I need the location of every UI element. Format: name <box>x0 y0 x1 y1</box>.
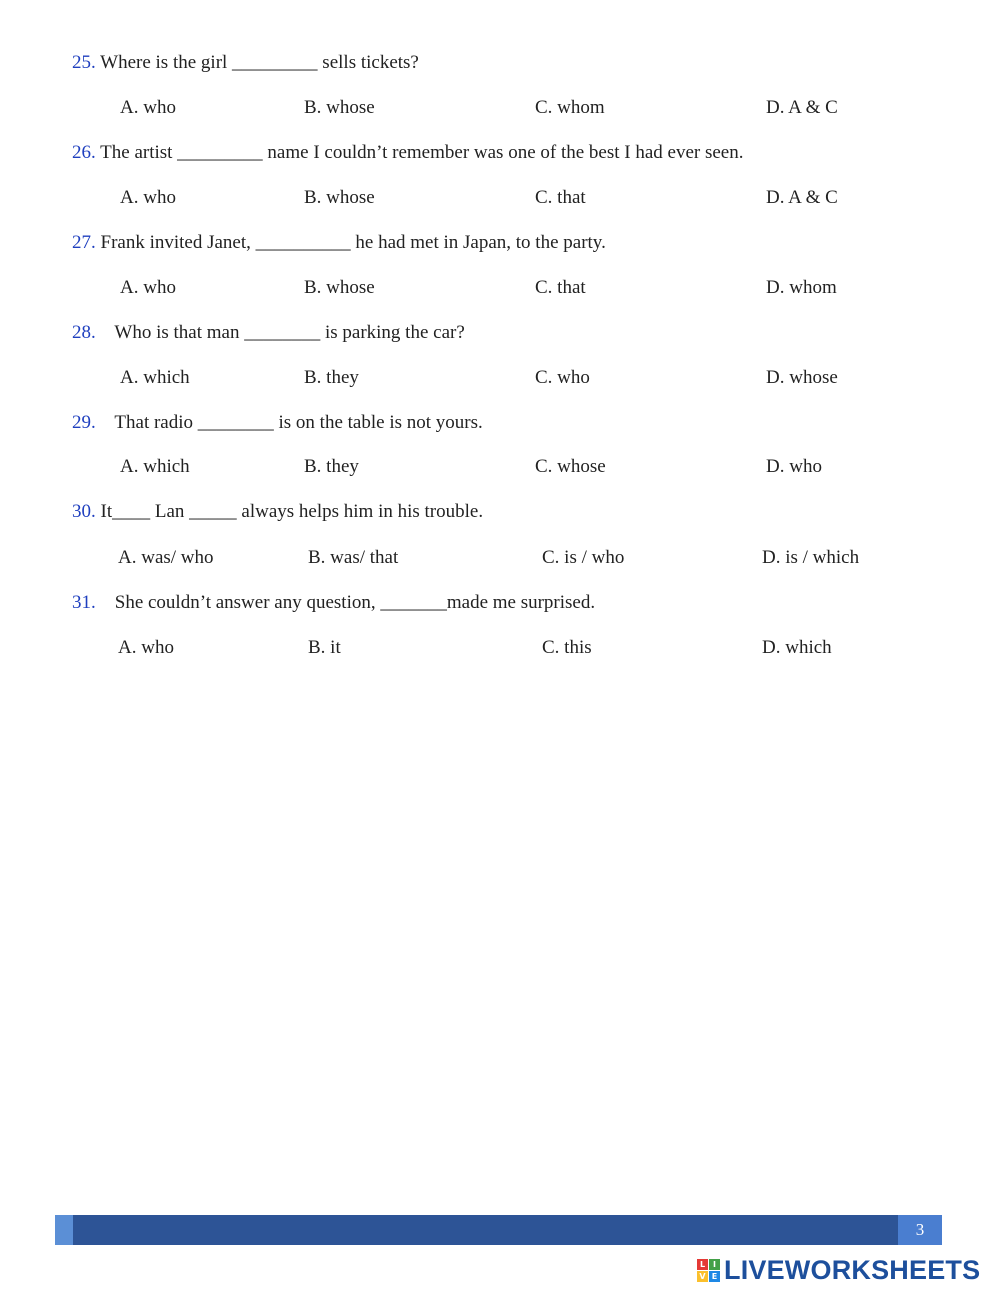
option-a[interactable]: A. which <box>120 456 190 477</box>
question-30 <box>72 500 483 524</box>
footer-accent <box>55 1215 73 1245</box>
option-d[interactable]: D. whose <box>766 367 838 388</box>
footer-bar <box>55 1215 942 1245</box>
option-b[interactable]: B. they <box>304 456 359 477</box>
page-number: 3 <box>898 1215 942 1245</box>
options-row-31 <box>0 636 1000 660</box>
option-c[interactable]: C. whom <box>535 97 605 118</box>
option-b[interactable]: B. they <box>304 367 359 388</box>
logo-letter: V <box>697 1271 708 1282</box>
option-c[interactable]: C. whose <box>535 456 606 477</box>
option-a[interactable]: A. who <box>120 97 176 118</box>
question-text: Who is that man ________ is parking the car? <box>95 322 465 343</box>
options-row-27 <box>0 276 1000 300</box>
liveworksheets-brand[interactable] <box>697 1255 980 1285</box>
option-a[interactable]: A. was/ who <box>118 547 214 568</box>
question-number: 26. <box>72 142 96 163</box>
question-number: 31. <box>72 592 96 613</box>
option-b[interactable]: B. whose <box>304 277 375 298</box>
question-text: That radio ________ is on the table is not yours. <box>95 412 483 433</box>
option-d[interactable]: D. who <box>766 456 822 477</box>
question-31 <box>72 591 595 615</box>
option-c[interactable]: C. that <box>535 277 586 298</box>
option-a[interactable]: A. who <box>120 277 176 298</box>
question-text: It____ Lan _____ always helps him in his trouble. <box>95 501 484 522</box>
options-row-26 <box>0 186 1000 210</box>
question-26 <box>72 141 744 165</box>
question-number: 29. <box>72 412 96 433</box>
options-row-30 <box>0 546 1000 570</box>
options-row-28 <box>0 366 1000 390</box>
question-number: 27. <box>72 232 96 253</box>
question-text: The artist _________ name I couldn’t remember was one of the best I had ever seen. <box>95 142 744 163</box>
question-27 <box>72 231 606 255</box>
option-d[interactable]: D. A & C <box>766 187 838 208</box>
logo-letter: I <box>709 1259 720 1270</box>
question-text: Frank invited Janet, __________ he had met in Japan, to the party. <box>95 232 606 253</box>
option-c[interactable]: C. is / who <box>542 547 625 568</box>
option-d[interactable]: D. A & C <box>766 97 838 118</box>
option-d[interactable]: D. whom <box>766 277 837 298</box>
question-28 <box>72 321 465 345</box>
liveworksheets-logo-icon <box>697 1259 720 1282</box>
option-a[interactable]: A. who <box>120 187 176 208</box>
question-number: 25. <box>72 52 96 73</box>
option-b[interactable]: B. whose <box>304 187 375 208</box>
logo-letter: E <box>709 1271 720 1282</box>
question-text: She couldn’t answer any question, _______made me surprised. <box>95 592 596 613</box>
option-b[interactable]: B. it <box>308 637 341 658</box>
options-row-29 <box>0 455 1000 479</box>
option-d[interactable]: D. which <box>762 637 832 658</box>
option-c[interactable]: C. this <box>542 637 592 658</box>
option-c[interactable]: C. that <box>535 187 586 208</box>
question-29 <box>72 411 483 435</box>
question-number: 30. <box>72 501 96 522</box>
option-a[interactable]: A. which <box>120 367 190 388</box>
option-d[interactable]: D. is / which <box>762 547 860 568</box>
option-b[interactable]: B. whose <box>304 97 375 118</box>
options-row-25 <box>0 96 1000 120</box>
question-25 <box>72 51 419 75</box>
option-a[interactable]: A. who <box>118 637 174 658</box>
option-b[interactable]: B. was/ that <box>308 547 399 568</box>
option-c[interactable]: C. who <box>535 367 590 388</box>
brand-name: LIVEWORKSHEETS <box>724 1254 981 1285</box>
question-text: Where is the girl _________ sells tickets? <box>95 52 419 73</box>
question-number: 28. <box>72 322 96 343</box>
logo-letter: L <box>697 1259 708 1270</box>
